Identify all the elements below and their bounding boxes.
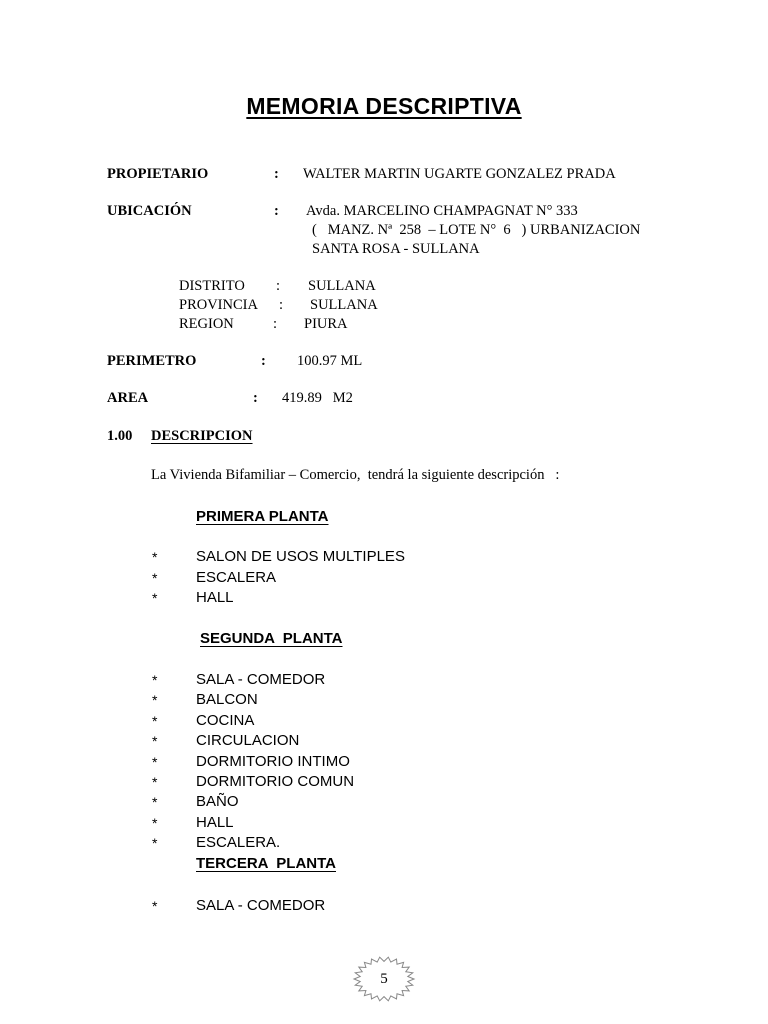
area-label: AREA <box>107 390 149 406</box>
list-item: BAÑO <box>196 793 239 811</box>
list-item: ESCALERA. <box>196 834 281 852</box>
region-value: PIURA <box>304 316 348 332</box>
primera-planta-heading: PRIMERA PLANTA <box>196 508 329 525</box>
section-intro: La Vivienda Bifamiliar – Comercio, tendrá la siguiente descripción : <box>151 467 560 483</box>
bullet-icon: * <box>152 835 158 852</box>
starburst-icon <box>352 955 416 1003</box>
bullet-icon: * <box>152 692 158 709</box>
bullet-icon: * <box>152 753 158 770</box>
bullet-icon: * <box>152 549 158 565</box>
ubicacion-line-2: ( MANZ. Nª 258 – LOTE N° 6 ) URBANIZACION <box>312 222 641 238</box>
bullet-icon: * <box>152 814 158 831</box>
distrito-label: DISTRITO <box>179 278 245 294</box>
bullet-icon: * <box>152 898 158 914</box>
area-separator: : <box>253 390 258 406</box>
list-item: CIRCULACION <box>196 732 300 750</box>
bullet-icon: * <box>152 774 158 790</box>
list-item: COCINA <box>196 711 255 729</box>
provincia-value: SULLANA <box>310 297 378 313</box>
perimetro-value: 100.97 ML <box>297 353 363 369</box>
list-item: BALCON <box>196 691 258 709</box>
perimetro-label: PERIMETRO <box>107 353 197 369</box>
list-item: DORMITORIO COMUN <box>196 773 355 790</box>
section-number: 1.00 <box>107 428 133 444</box>
perimetro-separator: : <box>261 353 266 369</box>
list-item: SALA - COMEDOR <box>196 671 326 688</box>
list-item: DORMITORIO INTIMO <box>196 752 350 770</box>
list-item: HALL <box>196 813 234 831</box>
list-item: ESCALERA <box>196 568 277 586</box>
bullet-icon: * <box>152 672 158 688</box>
ubicacion-separator: : <box>274 203 279 219</box>
document-title: MEMORIA DESCRIPTIVA <box>246 93 522 119</box>
section-heading: DESCRIPCION <box>151 428 253 444</box>
list-item: SALA - COMEDOR <box>196 897 326 914</box>
distrito-separator: : <box>276 278 281 294</box>
region-separator: : <box>273 316 278 332</box>
ubicacion-line-1: Avda. MARCELINO CHAMPAGNAT N° 333 <box>306 203 578 219</box>
list-item: HALL <box>196 589 234 607</box>
area-value: 419.89 M2 <box>282 390 353 406</box>
list-item: SALON DE USOS MULTIPLES <box>196 548 405 565</box>
provincia-separator: : <box>279 297 284 313</box>
page-number: 5 <box>380 971 388 987</box>
bullet-icon: * <box>152 794 158 811</box>
propietario-separator: : <box>274 166 279 182</box>
page-number-badge <box>352 955 416 1003</box>
propietario-label: PROPIETARIO <box>107 166 209 182</box>
distrito-value: SULLANA <box>308 278 376 294</box>
segunda-planta-heading: SEGUNDA PLANTA <box>200 630 343 647</box>
bullet-icon: * <box>152 733 158 750</box>
provincia-label: PROVINCIA <box>179 297 258 313</box>
bullet-icon: * <box>152 590 158 607</box>
region-label: REGION <box>179 316 234 332</box>
bullet-icon: * <box>152 712 158 729</box>
propietario-value: WALTER MARTIN UGARTE GONZALEZ PRADA <box>303 166 616 182</box>
bullet-icon: * <box>152 569 158 586</box>
ubicacion-label: UBICACIÓN <box>107 203 192 219</box>
tercera-planta-heading: TERCERA PLANTA <box>196 855 336 872</box>
ubicacion-line-3: SANTA ROSA - SULLANA <box>312 241 480 257</box>
